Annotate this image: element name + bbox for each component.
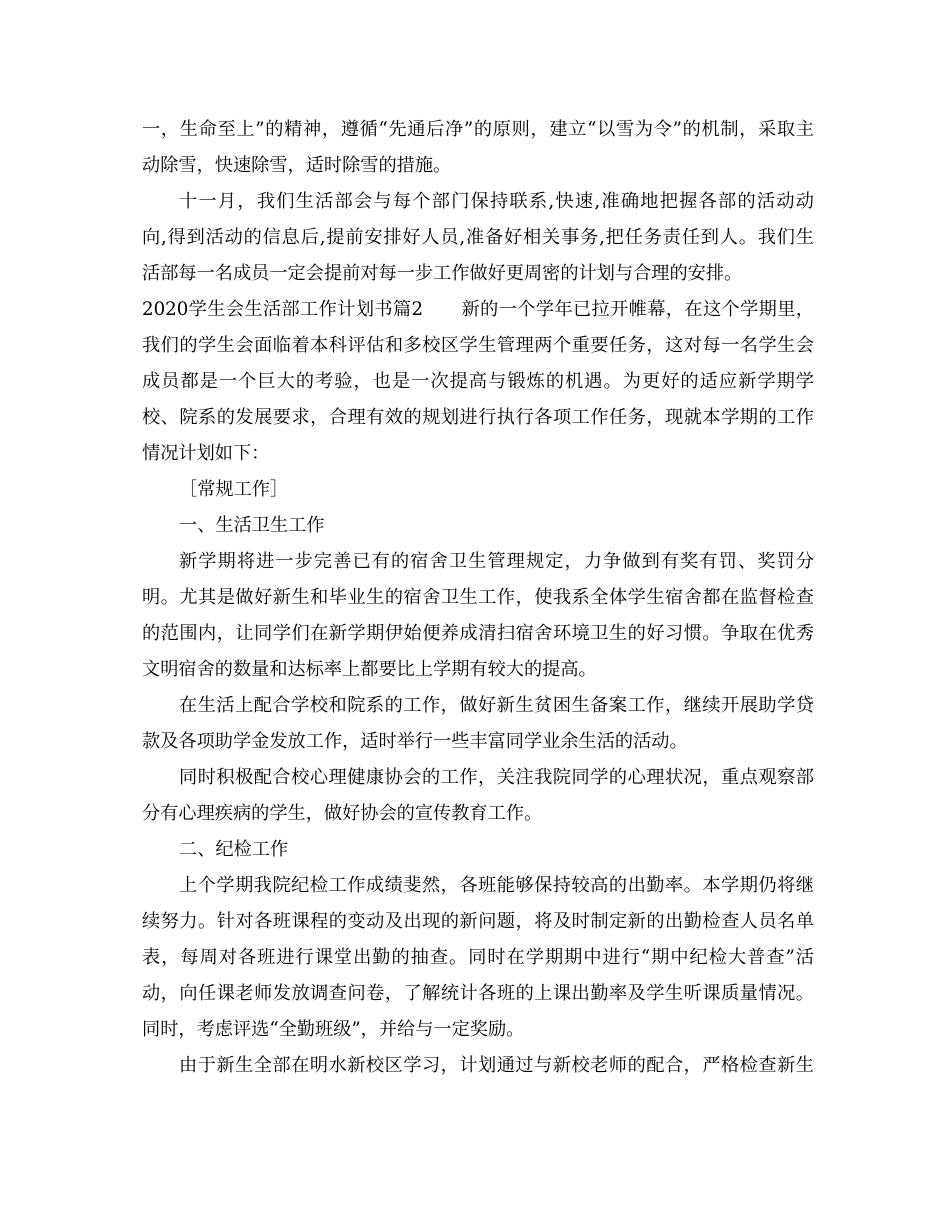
subheading: ［常规工作］ xyxy=(179,479,289,500)
text-line: 在生活上配合学校和院系的工作，做好新生贫困生备案工作，继续开展助学贷 xyxy=(179,695,814,716)
text-line: 文明宿舍的数量和达标率上都要比上学期有较大的提高。 xyxy=(142,659,597,680)
document-body xyxy=(142,112,814,1084)
text-line: 动，向任课老师发放调查问卷，了解统计各班的上课出勤率及学生听课质量情况。 xyxy=(142,983,814,1004)
text-line: 活部每一名成员一定会提前对每一步工作做好更周密的计划与合理的安排。 xyxy=(142,263,743,284)
text-line: 情况计划如下： xyxy=(142,443,270,464)
text-line: 新学期将进一步完善已有的宿舍卫生管理规定，力争做到有奖有罚、奖罚分 xyxy=(179,551,814,572)
text-line: 动除雪，快速除雪，适时除雪的措施。 xyxy=(142,155,452,176)
section-title: 2020学生会生活部工作计划书篇2 xyxy=(142,299,424,320)
text-line: 我们的学生会面临着本科评估和多校区学生管理两个重要任务，这对每一名学生会 xyxy=(142,335,814,356)
text-line: 由于新生全部在明水新校区学习，计划通过与新校老师的配合，严格检查新生 xyxy=(179,1055,814,1076)
text-line: 校、院系的发展要求，合理有效的规划进行执行各项工作任务，现就本学期的工作 xyxy=(142,407,814,428)
text-line: 的范围内，让同学们在新学期伊始便养成清扫宿舍环境卫生的好习惯。争取在优秀 xyxy=(142,623,814,644)
text-line: 同时积极配合校心理健康协会的工作，关注我院同学的心理状况，重点观察部 xyxy=(179,767,814,788)
text-line: 十一月，我们生活部会与每个部门保持联系,快速,准确地把握各部的活动动 xyxy=(179,191,814,212)
text-line: 上个学期我院纪检工作成绩斐然，各班能够保持较高的出勤率。本学期仍将继 xyxy=(179,875,814,896)
text-line: 成员都是一个巨大的考验，也是一次提高与锻炼的机遇。为更好的适应新学期学 xyxy=(142,371,814,392)
text-line: 明。尤其是做好新生和毕业生的宿舍卫生工作，使我系全体学生宿舍都在监督检查 xyxy=(142,587,814,608)
subheading: 一、生活卫生工作 xyxy=(179,515,325,536)
paragraph-start: 新的一个学年已拉开帷幕，在这个学期里， xyxy=(461,299,814,320)
subheading: 二、纪检工作 xyxy=(179,839,289,860)
text-line: 款及各项助学金发放工作，适时举行一些丰富同学业余生活的活动。 xyxy=(142,731,688,752)
text-line: 一，生命至上”的精神，遵循“先通后净”的原则，建立“以雪为令”的机制，采取主 xyxy=(142,119,814,140)
text-line: 表，每周对各班进行课堂出勤的抽查。同时在学期期中进行“期中纪检大普查”活 xyxy=(142,947,814,968)
text-line: 续努力。针对各班课程的变动及出现的新问题，将及时制定新的出勤检查人员名单 xyxy=(142,911,814,932)
text-line: 同时，考虑评选“全勤班级”，并给与一定奖励。 xyxy=(142,1019,525,1040)
text-line: 分有心理疾病的学生，做好协会的宣传教育工作。 xyxy=(142,803,543,824)
section-title-line xyxy=(142,292,814,328)
text-line: 向,得到活动的信息后,提前安排好人员,准备好相关事务,把任务责任到人。我们生 xyxy=(142,227,814,248)
